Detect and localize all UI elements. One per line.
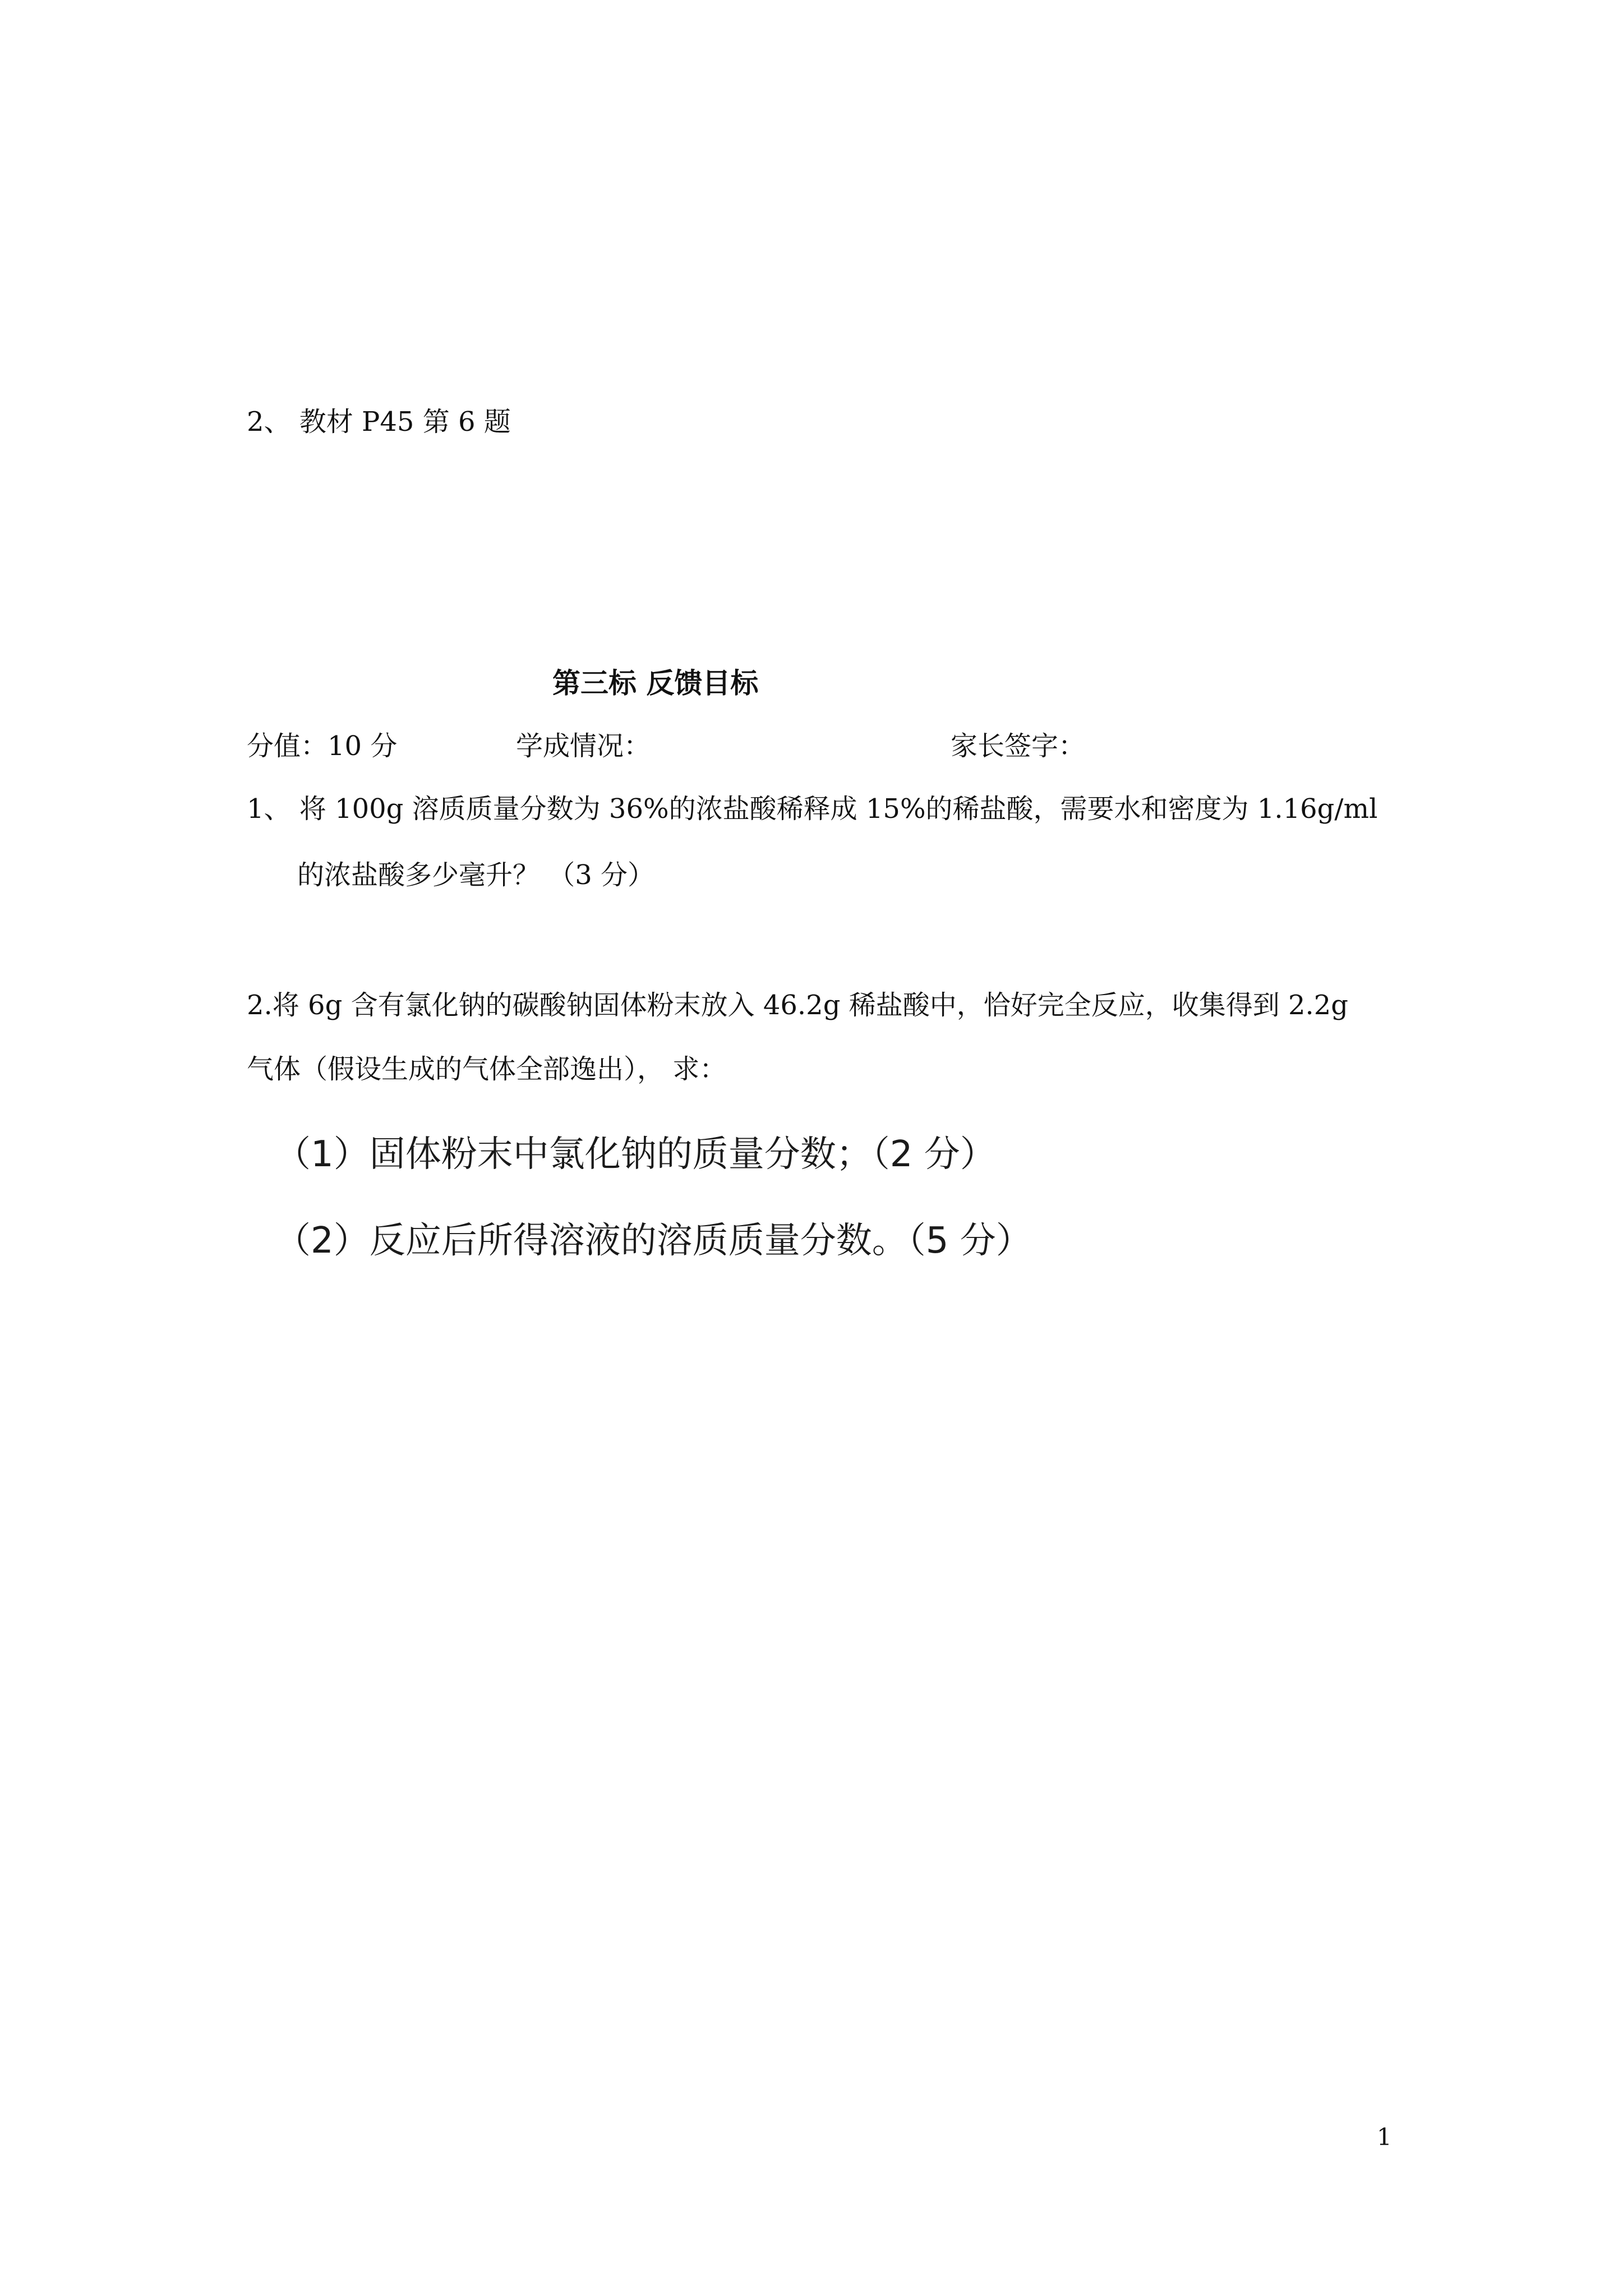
section-title: 第三标 反馈目标 — [552, 666, 759, 700]
textbook-exercise-item: 2、 教材 P45 第 6 题 — [247, 406, 511, 438]
question-2-subquestion-2: （2）反应后所得溶液的溶质质量分数。（5 分） — [275, 1220, 1032, 1262]
parent-signature-label: 家长签字： — [951, 730, 1086, 762]
question-2-line-1: 2.将 6g 含有氯化钠的碳酸钠固体粉末放入 46.2g 稀盐酸中，恰好完全反应，收集得到 2.2g — [247, 990, 1349, 1021]
question-1-line-2: 的浓盐酸多少毫升？ （3 分） — [297, 859, 655, 891]
status-label: 学成情况： — [516, 730, 651, 762]
page-number: 1 — [1377, 2123, 1392, 2151]
question-2-subquestion-1: （1）固体粉末中氯化钠的质量分数；（2 分） — [275, 1134, 996, 1175]
question-2-line-2: 气体（假设生成的气体全部逸出）， 求： — [247, 1053, 727, 1085]
score-label: 分值：10 分 — [247, 730, 398, 762]
question-1-line-1: 1、 将 100g 溶质质量分数为 36%的浓盐酸稀释成 15%的稀盐酸，需要水和密度为 1.16g/ml — [247, 793, 1378, 825]
